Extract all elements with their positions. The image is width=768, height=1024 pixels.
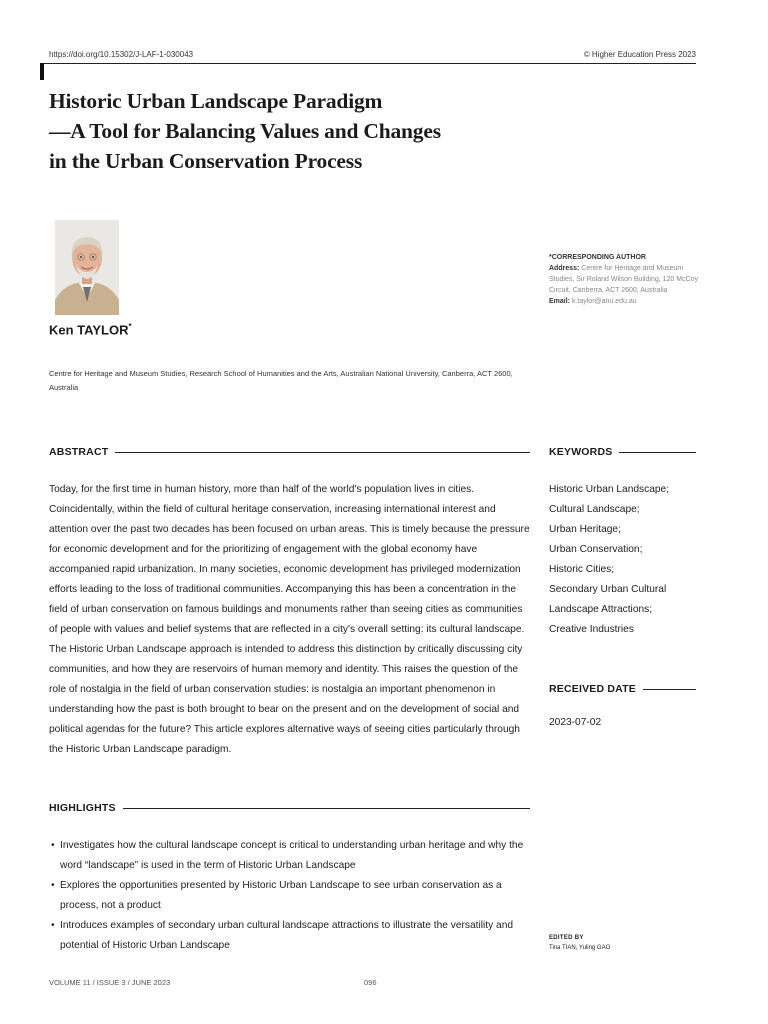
highlight-text: Introduces examples of secondary urban cultural landscape attractions to illustrate the versatility and potential of Historic Urban Landscape xyxy=(60,920,514,951)
editors-block xyxy=(549,933,610,953)
corresponding-author-heading: *CORRESPONDING AUTHOR xyxy=(549,254,646,261)
author-photo xyxy=(55,220,119,315)
author-name-text: Ken TAYLOR xyxy=(49,322,129,338)
corresponding-address xyxy=(549,263,709,296)
editors-names: Tina TIAN, Yuling GAO xyxy=(549,945,611,951)
highlight-item xyxy=(49,876,531,916)
keywords-list xyxy=(549,480,699,640)
abstract-rule xyxy=(115,452,530,453)
keyword-item: Historic Urban Landscape; xyxy=(549,484,670,495)
abstract-heading-text: ABSTRACT xyxy=(49,446,109,458)
keywords-rule xyxy=(619,452,696,453)
address-label: Address: xyxy=(549,265,580,272)
title-line-2: —A Tool for Balancing Values and Changes xyxy=(49,119,441,143)
highlights-heading xyxy=(49,802,530,814)
highlight-item xyxy=(49,916,531,956)
keyword-item: Landscape Attractions; xyxy=(549,604,653,615)
header-accent-bar xyxy=(40,63,44,80)
title-line-1: Historic Urban Landscape Paradigm xyxy=(49,89,383,113)
issue-info: VOLUME 11 / ISSUE 3 / JUNE 2023 xyxy=(49,978,171,987)
author-affiliation: Centre for Heritage and Museum Studies, Research School of Humanities and the Arts, Australian National University, Canberra, ACT 2600, Australia xyxy=(49,369,513,392)
email-link[interactable]: k.taylor@anu.edu.au xyxy=(571,298,637,305)
address-text: Centre for Heritage and Museum Studies, Sir Roland Wilson Building, 120 McCoy Circuit, Canberra, ACT 2600, Australia xyxy=(549,265,699,294)
author-name xyxy=(49,322,132,337)
doi-link[interactable]: https://doi.org/10.15302/J-LAF-1-030043 xyxy=(49,50,194,59)
keyword-item: Urban Conservation; xyxy=(549,544,643,555)
keyword-item: Cultural Landscape; xyxy=(549,504,640,515)
highlights-list xyxy=(49,836,531,956)
corresponding-mark: * xyxy=(128,322,132,331)
highlights-rule xyxy=(123,808,530,809)
highlight-text: Investigates how the cultural landscape concept is critical to understanding urban heritage and why the word “landscape” is used in the term of Historic Urban Landscape xyxy=(60,840,524,871)
keyword-item: Creative Industries xyxy=(549,624,634,635)
article-title xyxy=(49,86,549,176)
page-number: 096 xyxy=(364,978,377,987)
highlights-heading-text: HIGHLIGHTS xyxy=(49,802,116,814)
received-date-rule xyxy=(643,689,696,690)
keyword-item: Urban Heritage; xyxy=(549,524,621,535)
highlight-text: Explores the opportunities presented by Historic Urban Landscape to see urban conservation as a process, not a product xyxy=(60,880,502,911)
abstract-heading xyxy=(49,446,530,458)
bullet-icon: • xyxy=(51,920,55,931)
keyword-item: Historic Cities; xyxy=(549,564,615,575)
title-line-3: in the Urban Conservation Process xyxy=(49,149,363,173)
keyword-item: Secondary Urban Cultural xyxy=(549,584,667,595)
received-date-heading xyxy=(549,683,696,695)
highlight-item xyxy=(49,836,531,876)
header-divider xyxy=(40,63,696,64)
keywords-heading xyxy=(549,446,696,458)
corresponding-author-block xyxy=(549,252,709,307)
keywords-heading-text: KEYWORDS xyxy=(549,446,613,458)
received-date-value: 2023-07-02 xyxy=(549,717,602,728)
publisher-copyright: © Higher Education Press 2023 xyxy=(583,50,696,59)
bullet-icon: • xyxy=(51,840,55,851)
email-label: Email: xyxy=(549,298,571,305)
editors-heading: EDITED BY xyxy=(549,935,584,941)
bullet-icon: • xyxy=(51,880,55,891)
corresponding-email xyxy=(549,296,709,307)
abstract-text: Today, for the first time in human history, more than half of the world's population lives in cities. Coincidentally, within the field of cultural heritage conservation, increasing international interest and attention over the past two decades has been focused on urban areas. This is timely because the pressure for economic development and for the prioritizing of engagement with the global economy have accompanied rapid urbanization. In many societies, economic development has privileged modernization efforts leading to the loss of traditional communities. Accompanying this has been a concentration in the field of urban conservation on famous buildings and monuments rather than seeing cities as communities of people with values and belief systems that are reflected in a city's overall setting: its cultural landscape. The Historic Urban Landscape approach is intended to address this distinction by critically discussing city communities, and how they are reservoirs of human memory and identity. This raises the question of the role of nostalgia in the field of urban conservation studies: is nostalgia an important phenomenon in understanding how the past is both brought to bear on the present and on the development of social and political agendas for the future? This article explores alternative ways of seeing cities particularly through the Historic Urban Landscape paradigm. xyxy=(49,484,530,755)
received-date-heading-text: RECEIVED DATE xyxy=(549,683,636,695)
